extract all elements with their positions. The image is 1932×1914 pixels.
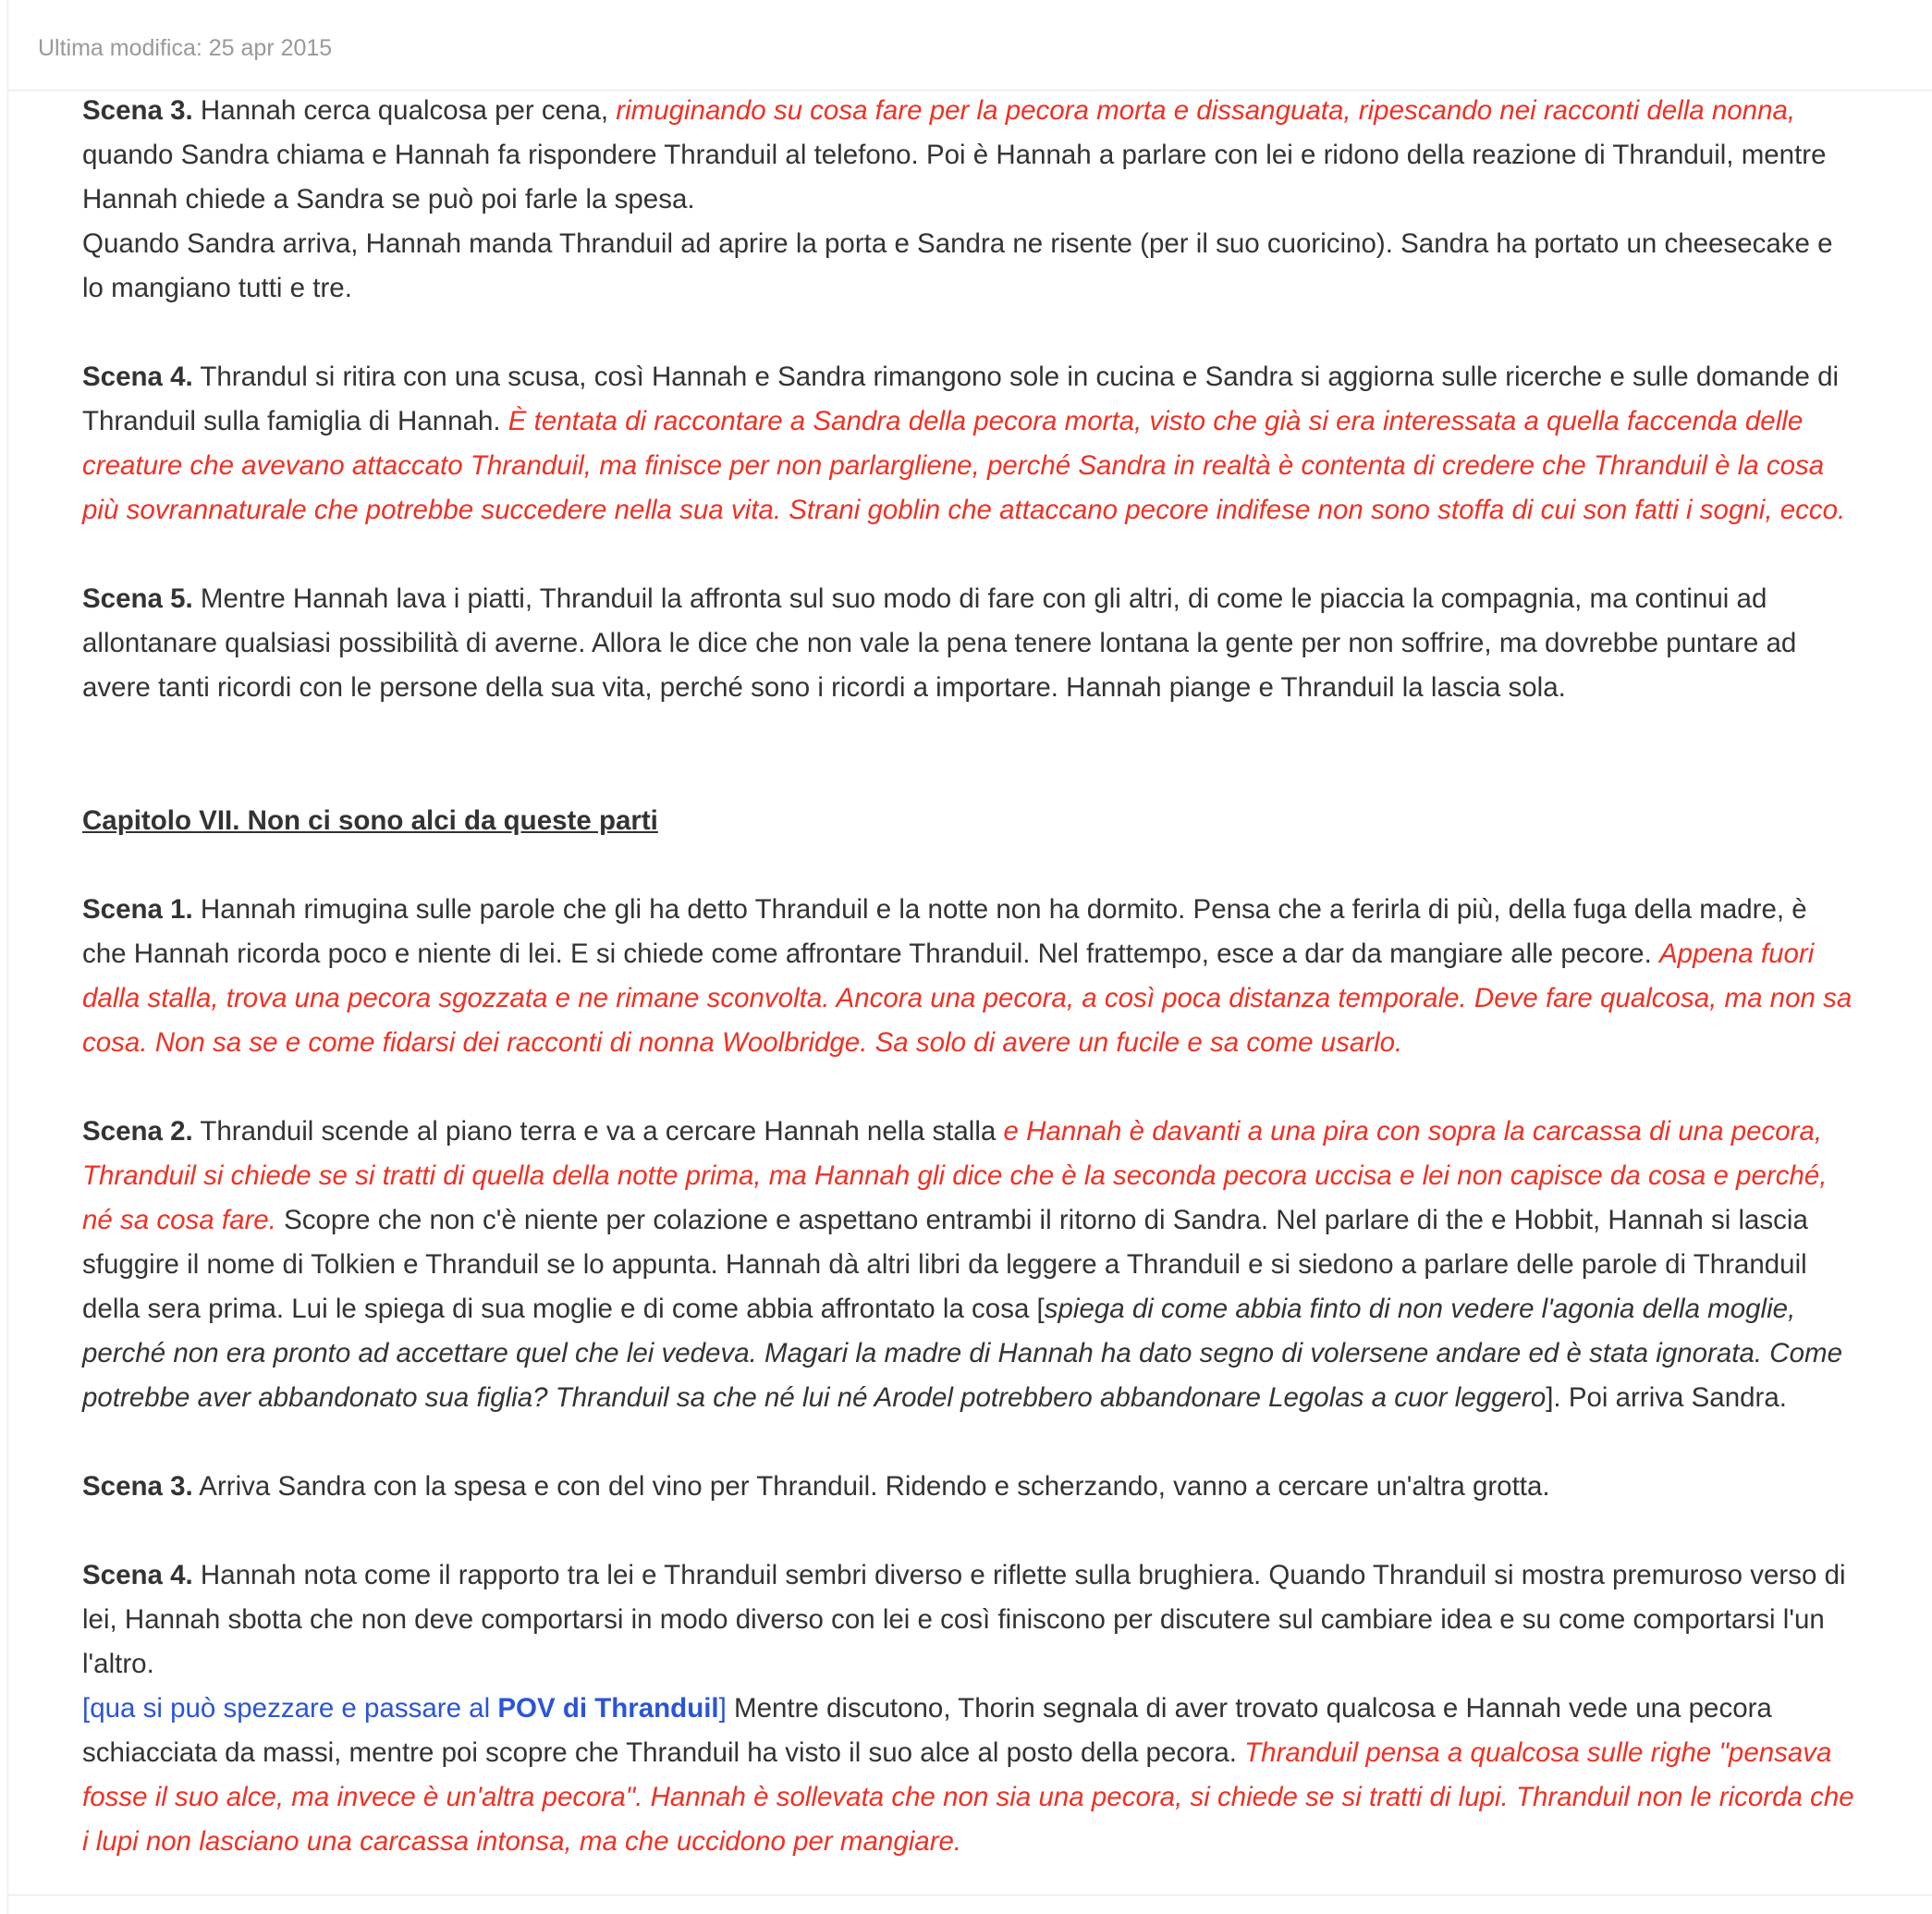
scene-label: Scena 2. bbox=[82, 1116, 193, 1147]
bottom-divider bbox=[8, 1895, 1932, 1896]
scene-text: Quando Sandra arriva, Hannah manda Thranduil ad aprire la porta e Sandra ne risente (per il suo cuoricino). Sandra ha portato un cheesecake e lo mangiano tutti e tre. bbox=[82, 228, 1833, 303]
scene-text: Scopre che non c'è niente per colazione e aspettano entrambi il ritorno di Sandra. Nel parlare di the e Hobbit, Hannah si lascia sfuggire il nome di Tolkien e Thranduil se lo appunta. Hannah dà altri libri da leggere a Thranduil e si siedono a parlare delle parole di Thranduil della sera prima. Lui le spiega di sua moglie e di come abbia affrontato la cosa [ bbox=[82, 1205, 1808, 1324]
scene-label: Scena 3. bbox=[82, 95, 193, 126]
highlighted-note: Appena fuori dalla stalla, trova una pecora sgozzata e ne rimane sconvolta. Ancora una pecora, a così poca distanza temporale. Deve fare qualcosa, ma non sa cosa. Non sa se e come fidarsi dei racconti di nonna Woolbridge. Sa solo di avere un fucile e sa come usarlo. bbox=[82, 939, 1853, 1058]
scene-label: Scena 1. bbox=[82, 894, 193, 925]
paragraph-spacer bbox=[82, 1065, 1857, 1110]
scene-text: quando Sandra chiama e Hannah fa rispondere Thranduil al telefono. Poi è Hannah a parlare con lei e ridono della reazione di Thranduil, mentre Hannah chiede a Sandra se può poi farle la spesa. bbox=[82, 140, 1827, 215]
editor-note: [qua si può spezzare e passare al bbox=[82, 1693, 498, 1724]
scene-text: Hannah nota come il rapporto tra lei e Thranduil sembri diverso e riflette sulla brughiera. Quando Thranduil si mostra premuroso verso di lei, Hannah sbotta che non deve comportarsi in modo diverso con lei e così finiscono per discutere sul cambiare idea e su come comportarsi l'un l'altro. bbox=[82, 1560, 1846, 1679]
scene-label: Scena 5. bbox=[82, 583, 193, 614]
scene-text: Hannah rimugina sulle parole che gli ha detto Thranduil e la notte non ha dormito. Pensa che a ferirla di più, della fuga della madre, è che Hannah ricorda poco e niente di lei. E si chiede come affrontare Thranduil. Nel frattempo, esce a dar da mangiare alle pecore. bbox=[82, 894, 1807, 969]
paragraph-spacer bbox=[82, 710, 1857, 799]
scene-text: Mentre discutono, Thorin segnala di aver trovato qualcosa e Hannah vede una pecora schiacciata da massi, mentre poi scopre che Thranduil ha visto il suo alce al posto della pecora. bbox=[82, 1693, 1772, 1768]
scene-paragraph-c6-s3-cont bbox=[82, 222, 1857, 311]
scene-paragraph-c7-s4 bbox=[82, 1553, 1857, 1687]
document-body[interactable] bbox=[82, 89, 1857, 1864]
paragraph-spacer bbox=[82, 1509, 1857, 1553]
paragraph-spacer bbox=[82, 1420, 1857, 1465]
italic-note: spiega di come abbia finto di non vedere l'agonia della moglie, perché non era pronto ad accettare quel che lei vedeva. Magari la madre di Hannah ha dato segno di volersene andare ed è stata ignorata. Come potrebbe aver abbandonato sua figlia? Thranduil sa che né lui né Arodel potrebbero abbandonare Legolas a cuor leggero bbox=[82, 1294, 1842, 1413]
scene-paragraph-c6-s5 bbox=[82, 577, 1857, 710]
highlighted-note: e Hannah è davanti a una pira con sopra la carcassa di una pecora, Thranduil si chiede se si tratti di quella della notte prima, ma Hannah gli dice che è la seconda pecora uccisa e lei non capisce da cosa e perché, né sa cosa fare. bbox=[82, 1116, 1828, 1235]
scene-text: ]. Poi arriva Sandra. bbox=[1546, 1382, 1787, 1413]
highlighted-note: rimuginando su cosa fare per la pecora morta e dissanguata, ripescando nei racconti della nonna, bbox=[616, 95, 1796, 126]
scene-paragraph-c7-s4-cont bbox=[82, 1687, 1857, 1864]
scene-label: Scena 4. bbox=[82, 362, 193, 392]
scene-paragraph-c6-s3 bbox=[82, 89, 1857, 222]
document-frame bbox=[7, 0, 1932, 1914]
scene-text: Thrandul si ritira con una scusa, così Hannah e Sandra rimangono sole in cucina e Sandra si aggiorna sulle ricerche e sulle domande di Thranduil sulla famiglia di Hannah. bbox=[82, 362, 1840, 436]
paragraph-spacer bbox=[82, 843, 1857, 888]
scene-text: Thranduil scende al piano terra e va a cercare Hannah nella stalla bbox=[192, 1116, 1004, 1147]
paragraph-spacer bbox=[82, 311, 1857, 355]
document-header bbox=[8, 0, 1932, 91]
scene-paragraph-c7-s1 bbox=[82, 888, 1857, 1065]
last-modified-label: Ultima modifica: 25 apr 2015 bbox=[38, 35, 333, 61]
scene-paragraph-c7-s2 bbox=[82, 1110, 1857, 1420]
editor-note-pov: POV di Thranduil bbox=[497, 1693, 719, 1724]
scene-label: Scena 3. bbox=[82, 1471, 193, 1502]
scene-text: Hannah cerca qualcosa per cena, bbox=[192, 95, 617, 126]
chapter-title: Capitolo VII. Non ci sono alci da queste parti bbox=[82, 805, 658, 836]
scene-paragraph-c7-s3 bbox=[82, 1465, 1857, 1509]
scene-paragraph-c6-s4 bbox=[82, 355, 1857, 533]
scene-text: Mentre Hannah lava i piatti, Thranduil la affronta sul suo modo di fare con gli altri, di come le piaccia la compagnia, ma continui ad allontanare qualsiasi possibilità di averne. Allora le dice che non vale la pena tenere lontana la gente per non soffrire, ma dovrebbe puntare ad avere tanti ricordi con le persone della sua vita, perché sono i ricordi a importare. Hannah piange e Thranduil la lascia sola. bbox=[82, 583, 1797, 703]
chapter-heading bbox=[82, 799, 1857, 843]
scene-text: Arriva Sandra con la spesa e con del vino per Thranduil. Ridendo e scherzando, vanno a cercare un'altra grotta. bbox=[192, 1471, 1550, 1502]
highlighted-note: È tentata di raccontare a Sandra della pecora morta, visto che già si era interessata a quella faccenda delle creature che avevano attaccato Thranduil, ma finisce per non parlargliene, perché Sandra in realtà è contenta di credere che Thranduil è la cosa più sovrannaturale che potrebbe succedere nella sua vita. Strani goblin che attaccano pecore indifese non sono stoffa di cui son fatti i sogni, ecco. bbox=[82, 406, 1846, 525]
scene-label: Scena 4. bbox=[82, 1560, 193, 1590]
editor-note-end: ] bbox=[718, 1693, 727, 1724]
paragraph-spacer bbox=[82, 533, 1857, 577]
highlighted-note: Thranduil pensa a qualcosa sulle righe "pensava fosse il suo alce, ma invece è un'altra pecora". Hannah è sollevata che non sia una pecora, si chiede se si tratti di lupi. Thranduil non le ricorda che i lupi non lasciano una carcassa intonsa, ma che uccidono per mangiare. bbox=[82, 1737, 1854, 1857]
